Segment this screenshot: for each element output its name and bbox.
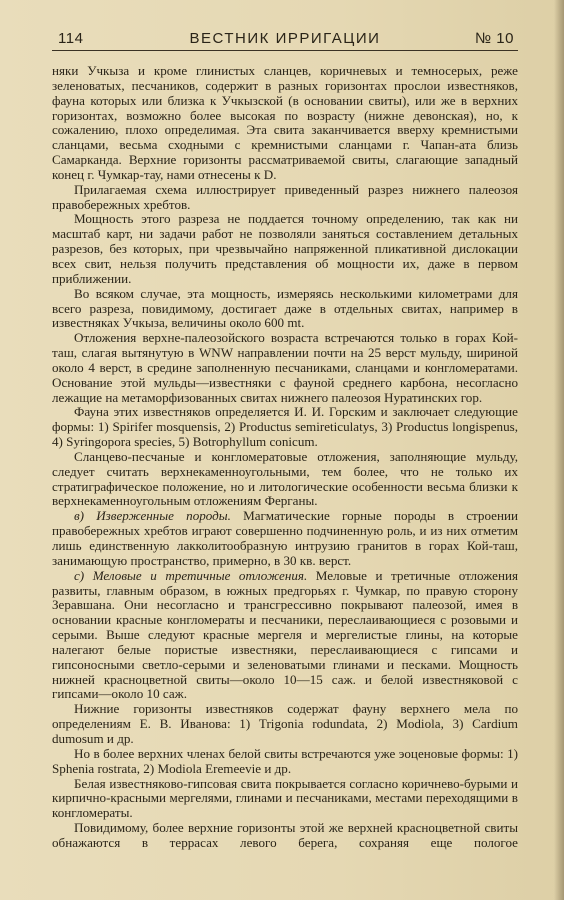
section-heading: в) Изверженные породы. (74, 508, 231, 524)
paragraph: Сланцево-песчаные и конгломератовые отложения, заполняющие мульду, следует считать верхнекаменноугольными, тем более, что не только их стратиграфическое положение, но и литологические особенности весьма близки к верхнекаменноугольным отложениям Ферганы. (52, 448, 518, 509)
section-cretaceous (52, 569, 518, 703)
section-text: Магматические горные породы в строении правобережных хребтов играют совершенно подчиненную роль, и из них отметим лишь единственную лакколитообразную интрузию гранитов в горах Кой-таш, занимающую пространство, примерно, в 30 кв. верст. (52, 508, 518, 568)
paragraph: Белая известняково-гипсовая свита покрывается согласно коричнево-бурыми и кирпично-красными мергелями, глинами и песчаниками, местами переходящими в конгломераты. (52, 775, 518, 821)
paragraph: Мощность этого разреза не поддается точному определению, так как ни масштаб карт, ни задачи работ не позволяли заняться составлением детальных разрезов, без которых, при чрезвычайно напряженной пликативной дислокации всех свит, нельзя получить представления об мощности их, даже в первом приближении. (52, 211, 518, 286)
paragraph: Отложения верхне-палеозойского возраста встречаются только в горах Кой-таш, слагая вытянутую в WNW направлении почти на 25 верст мульду, шириной около 4 верст, в средине заполненную песчаниками, сланцами и конгломератами. Основание этой мульды—известняки с фауной среднего карбона, несогласно лежащие на метаморфизованных свитах нижнего палеозоя Нуратинских гор. (52, 330, 518, 405)
paragraph: Повидимому, более верхние горизонты этой же верхней красноцветной свиты обнажаются в террасах левого берега, сохраняя еще пологое (52, 820, 518, 850)
running-header (52, 28, 518, 51)
paragraph: Нижние горизонты известняков содержат фауну верхнего мела по определениям Е. В. Иванова: 1) Trigonia rodundata, 2) Modiola, 3) Cardium dumosum и др. (52, 701, 518, 746)
paragraph: Во всяком случае, эта мощность, измеряясь несколькими километрами для всего разреза, повидимому, достигает даже в отдельных свитах, например в известняках Учкыза, величины около 600 mt. (52, 285, 518, 331)
paragraph: Но в более верхних членах белой свиты встречаются уже эоценовые формы: 1) Sphenia rostrata, 2) Modiola Eremeevie и др. (52, 745, 518, 776)
paragraph: Прилагаемая схема иллюстрирует приведенный разрез нижнего палеозоя правобережных хребтов. (52, 181, 518, 212)
page-number: 114 (58, 30, 84, 47)
paragraph: Фауна этих известняков определяется И. И. Горским и заключает следующие формы: 1) Spirifer mosquensis, 2) Productus semireticulatys, 3) Productus longispenus, 4) Syringopora species, 5) Botrophyllum conicum. (52, 404, 518, 450)
section-text: Меловые и третичные отложения развиты, главным образом, в южных предгорьях г. Чумкар, по правую сторону Зеравшана. Они несогласно и трансгрессивно покрывают палеозой, имея в основании красные конгломераты и песчаники, переслаивающиеся с розовыми и серыми. Выше следуют красные мергеля и мергелистые глины, на которые налегают белые пористые известняки, переслаивающиеся с гипсами и гипсоносными светло-серыми и зеленоватыми глинами и песками. Мощность нижней красноцветной свиты—около 10—15 саж. и белой известняковой с гипсами—около 10 саж. (52, 567, 518, 702)
section-heading: с) Меловые и третичные отложения. (74, 567, 308, 583)
journal-title: ВЕСТНИК ИРРИГАЦИИ (189, 30, 381, 47)
paragraph: няки Учкыза и кроме глинистых сланцев, коричневых и темносерых, реже зеленоватых, песчаников, содержит в разных горизонтах прослои известняков, фауна которых или близка к Учкызской (в основании свиты), или же в верхних горизонтах, возможно более высокая по возрасту (нижне девонская), но, к сожалению, плохо определимая. Эта свита заканчивается вверху кремнистыми сланцами, весьма сходными с кремнистыми сланцами г. Чапан-ата близь Самарканда. Верхние горизонты рассматриваемой свиты, слагающие западный конец г. Чумкар-тау, нами отнесены к D. (52, 63, 518, 182)
article-body (52, 64, 518, 851)
section-igneous (52, 509, 518, 568)
issue-number: № 10 (475, 30, 514, 47)
page-edge-shadow (554, 0, 564, 900)
